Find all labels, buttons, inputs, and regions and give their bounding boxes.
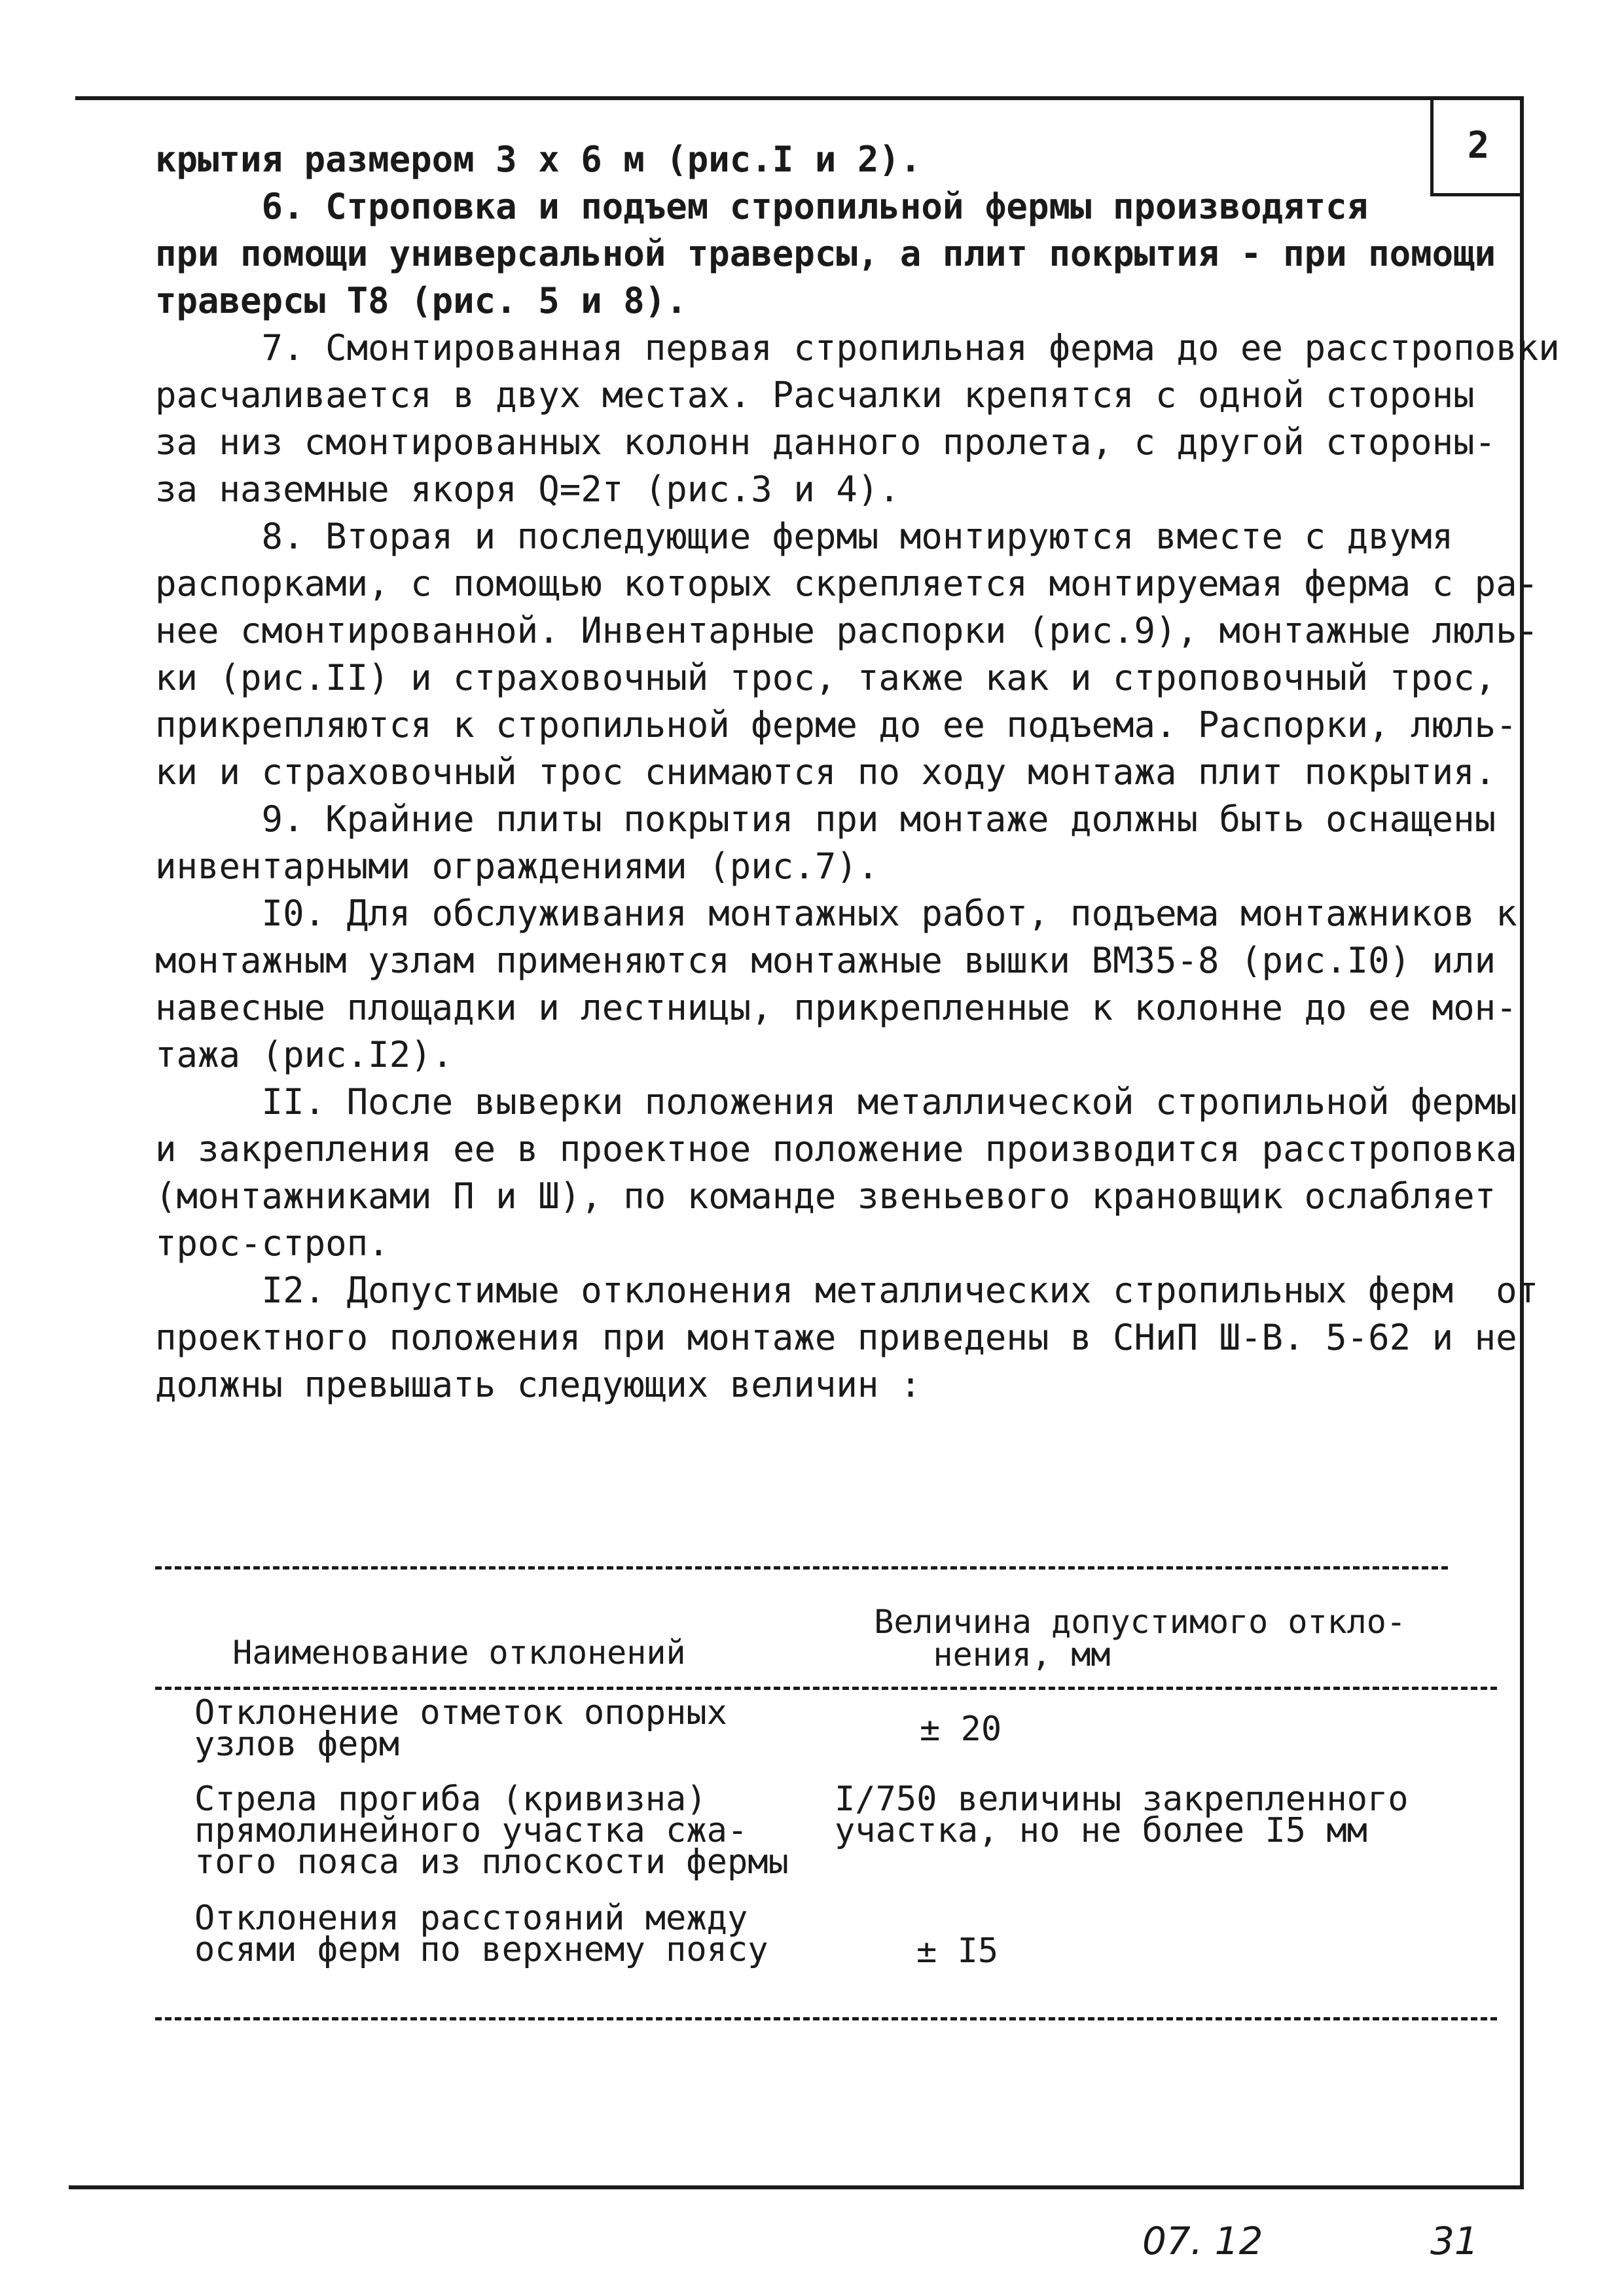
paragraph-line: инвентарными ограждениями (рис.7). <box>155 846 879 887</box>
paragraph-line: трос-строп. <box>155 1223 389 1264</box>
table-header-value: Величина допустимого откло- нения, мм <box>874 1603 1406 1674</box>
table-row-1-name: Отклонение отметок опорных узлов ферм <box>194 1693 727 1764</box>
paragraph-line: за низ смонтированных колонн данного пролета, с другой стороны- <box>155 422 1496 463</box>
paragraph-line: за наземные якоря Q=2т (рис.3 и 4). <box>155 469 900 510</box>
paragraph <box>155 183 1523 325</box>
paragraph-line: расчаливается в двух местах. Расчалки крепятся с одной стороны <box>155 374 1475 416</box>
paragraph-line: проектного положения при монтаже приведены в СНиП Ш-В. 5-62 и не <box>155 1317 1517 1358</box>
footer-code: 07. 12 <box>1142 2219 1263 2263</box>
paragraph <box>155 513 1539 796</box>
paragraph-line: нее смонтированной. Инвентарные распорки (рис.9), монтажные люль- <box>155 610 1539 651</box>
table-row-3-name: Отклонения расстояний между осями ферм по верхнему поясу <box>194 1899 768 1969</box>
paragraph <box>155 136 1523 183</box>
paragraph <box>155 796 1523 890</box>
paragraph-line: (монтажниками П и Ш), по команде звеньевого крановщик ослабляет <box>155 1175 1496 1217</box>
table-rule-header <box>155 1687 1497 1690</box>
paragraph-line: ки (рис.II) и страховочный трос, также как и строповочный трос, <box>155 657 1496 698</box>
paragraph-line: I2. Допустимые отклонения металлических стропильных ферм от <box>155 1270 1539 1311</box>
table-row-3-value: ± I5 <box>916 1931 999 1971</box>
paragraph-line: навесные площадки и лестницы, прикрепленные к колонне до ее мон- <box>155 987 1517 1028</box>
paragraph-line: распорками, с помощью которых скрепляется монтируемая ферма с ра- <box>155 563 1539 604</box>
paragraph-line: 8. Вторая и последующие фермы монтируются вместе с двумя <box>155 516 1454 557</box>
paragraph-line: I0. Для обслуживания монтажных работ, подъема монтажников к <box>155 893 1517 934</box>
paragraph <box>155 890 1523 1079</box>
paragraph-line: тажа (рис.I2). <box>155 1034 454 1075</box>
table-rule-bottom <box>155 2017 1497 2020</box>
document-body <box>155 136 1560 1408</box>
paragraph-line: при помощи универсальной траверсы, а плит покрытия - при помощи <box>155 233 1496 274</box>
paragraph-line: 6. Строповка и подъем стропильной фермы производятся <box>155 186 1369 227</box>
table-row-1-value: ± 20 <box>920 1710 1002 1749</box>
table-row-2-value: I/750 величины закрепленного участка, но не более I5 мм <box>835 1780 1409 1850</box>
paragraph-line: монтажным узлам применяются монтажные вышки ВМ35-8 (рис.I0) или <box>155 940 1496 981</box>
paragraph-line: траверсы Т8 (рис. 5 и 8). <box>155 280 687 321</box>
paragraph <box>155 1267 1539 1408</box>
table-rule-top <box>155 1566 1448 1570</box>
paragraph-line: прикрепляются к стропильной ферме до ее подъема. Распорки, люль- <box>155 704 1517 745</box>
paragraph-line: 7. Смонтированная первая стропильная ферма до ее расстроповки <box>155 327 1560 368</box>
footer-page-number: 31 <box>1430 2219 1479 2263</box>
paragraph <box>155 1079 1523 1267</box>
page-frame-bottom-border <box>69 2185 1524 2189</box>
paragraph-line: ки и страховочный трос снимаются по ходу монтажа плит покрытия. <box>155 751 1496 793</box>
sheet-number: 2 <box>1467 124 1490 167</box>
table-header-name: Наименование отклонений <box>232 1634 686 1672</box>
table-row-2-name: Стрела прогиба (кривизна) прямолинейного участка сжа- того пояса из плоскости фермы <box>194 1780 789 1882</box>
paragraph <box>155 325 1560 513</box>
paragraph-line: должны превышать следующих величин : <box>155 1364 922 1405</box>
paragraph-line: 9. Крайние плиты покрытия при монтаже должны быть оснащены <box>155 798 1496 840</box>
paragraph-line: и закрепления ее в проектное положение производится расстроповка <box>155 1128 1517 1170</box>
page-frame-top-border <box>75 96 1524 100</box>
paragraph-line: крытия размером 3 х 6 м (рис.I и 2). <box>155 139 922 180</box>
paragraph-line: II. После выверки положения металлической стропильной фермы <box>155 1081 1517 1122</box>
